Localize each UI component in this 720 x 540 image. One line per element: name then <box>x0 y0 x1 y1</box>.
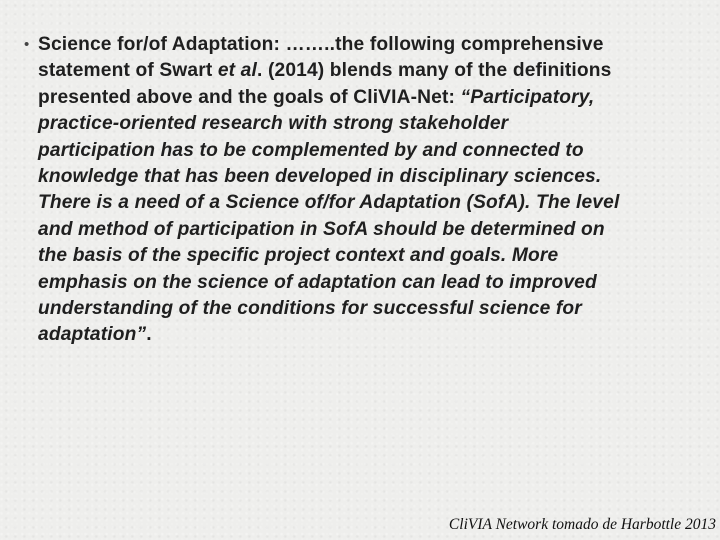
body-line: understanding of the conditions for successful science for <box>38 298 582 320</box>
body-line: the basis of the specific project context and goals. More <box>38 245 559 267</box>
body-line: participation has to be complemented by and connected to <box>38 139 584 161</box>
heading-text: Science for/of Adaptation <box>38 34 274 55</box>
body-line: knowledge that has been developed in disciplinary sciences. <box>38 166 602 188</box>
body-line: adaptation”. <box>38 324 152 346</box>
bullet-dot: • <box>24 36 30 53</box>
slide-body <box>24 32 696 349</box>
body-line: There is a need of a Science of/for Adaptation (SofA). The level <box>38 192 620 214</box>
body-line: statement of Swart et al. (2014) blends many of the definitions <box>38 60 612 82</box>
body-line: presented above and the goals of CliVIA-Net: “Participatory, <box>38 86 595 108</box>
body-line: emphasis on the science of adaptation can lead to improved <box>38 271 597 293</box>
heading-tail: : ……..the following comprehensive <box>273 34 604 55</box>
body-line: and method of participation in SofA should be determined on <box>38 218 605 240</box>
body-line: practice-oriented research with strong stakeholder <box>38 113 509 135</box>
bullet-first-line <box>24 32 696 58</box>
footer-caption: CliVIA Network tomado de Harbottle 2013 <box>448 516 716 533</box>
